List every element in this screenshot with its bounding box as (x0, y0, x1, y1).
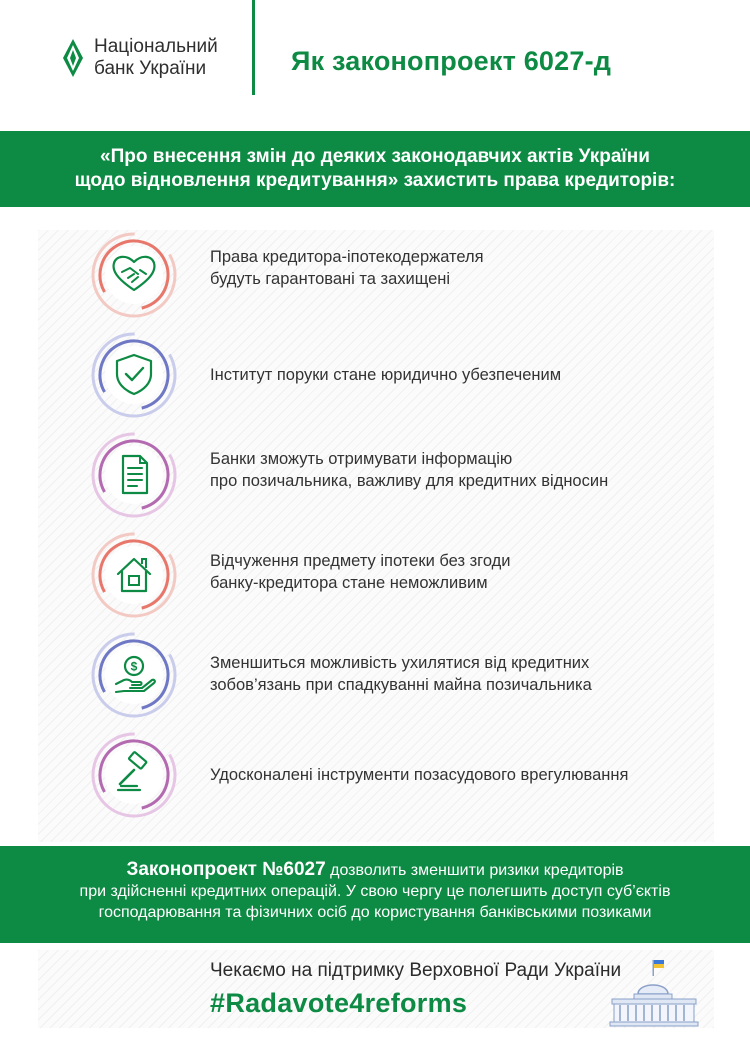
item-icon-ring (90, 630, 180, 720)
item-text (210, 246, 484, 290)
house-icon (90, 530, 180, 620)
nbu-logo-icon (62, 38, 84, 78)
gavel-icon (90, 730, 180, 820)
footer-call-to-action: Чекаємо на підтримку Верховної Ради України (210, 960, 622, 981)
item-text (210, 550, 510, 594)
item-text-line-1: Банки зможуть отримувати інформацію (210, 450, 513, 468)
item-icon-ring (90, 330, 180, 420)
logo-line-2: банк України (94, 58, 207, 79)
item-icon-ring (90, 230, 180, 320)
item-text-line-2: про позичальника, важливу для кредитних відносин (210, 472, 609, 490)
item-text-line-1: Зменшиться можливість ухилятися від кредитних (210, 654, 590, 672)
list-item (38, 330, 714, 420)
summary-line-1-rest: дозволить зменшити ризики кредиторів (325, 862, 624, 879)
page-title: Як законопроект 6027-д (291, 46, 612, 76)
item-text (210, 764, 628, 786)
item-text-line-1: Удосконалені інструменти позасудового врегулювання (210, 766, 629, 784)
item-text-line-1: Права кредитора-іпотекодержателя (210, 248, 484, 266)
shield-check-icon (90, 330, 180, 420)
item-text-line-2: банку-кредитора стане неможливим (210, 574, 488, 592)
item-text (210, 364, 561, 386)
list-item (38, 730, 714, 820)
document-icon (90, 430, 180, 520)
intro-banner (0, 131, 750, 207)
logo-text (94, 36, 218, 80)
list-item (38, 430, 714, 520)
item-text-line-2: зобов’язань при спадкуванні майна позичальника (210, 676, 592, 694)
item-text-line-1: Відчуження предмету іпотеки без згоди (210, 552, 511, 570)
item-text-line-2: будуть гарантовані та захищені (210, 270, 451, 288)
item-icon-ring (90, 730, 180, 820)
summary-line-2: при здійсненні кредитних операцій. У свою чергу це полегшить доступ суб’єктів (79, 883, 671, 900)
item-text (210, 448, 608, 492)
header-divider (252, 0, 255, 95)
parliament-building-icon (608, 958, 700, 1028)
intro-line-1: «Про внесення змін до деяких законодавчих актів України (100, 146, 650, 167)
summary-banner (0, 846, 750, 943)
intro-line-2: щодо відновлення кредитування» захистить права кредиторів: (74, 170, 676, 191)
nbu-logo[interactable] (62, 36, 218, 80)
svg-text:$: $ (130, 659, 138, 674)
item-text (210, 652, 592, 696)
item-icon-ring (90, 430, 180, 520)
list-item (38, 230, 714, 320)
header (0, 0, 750, 126)
list-item (38, 630, 714, 720)
summary-lead: Законопроект №6027 (126, 859, 326, 880)
benefits-panel (38, 230, 714, 842)
handshake-heart-icon (90, 230, 180, 320)
summary-line-3: господарювання та фізичних осіб до користування банківськими позиками (98, 904, 652, 921)
item-text-line-1: Інститут поруки стане юридично убезпеченим (210, 366, 562, 384)
footer (38, 950, 714, 1028)
list-item (38, 530, 714, 620)
hand-coin-icon (90, 630, 180, 720)
summary-line-1 (0, 859, 750, 881)
hashtag-link[interactable]: #Radavote4reforms (210, 988, 468, 1018)
item-icon-ring (90, 530, 180, 620)
logo-line-1: Національний (94, 36, 218, 57)
